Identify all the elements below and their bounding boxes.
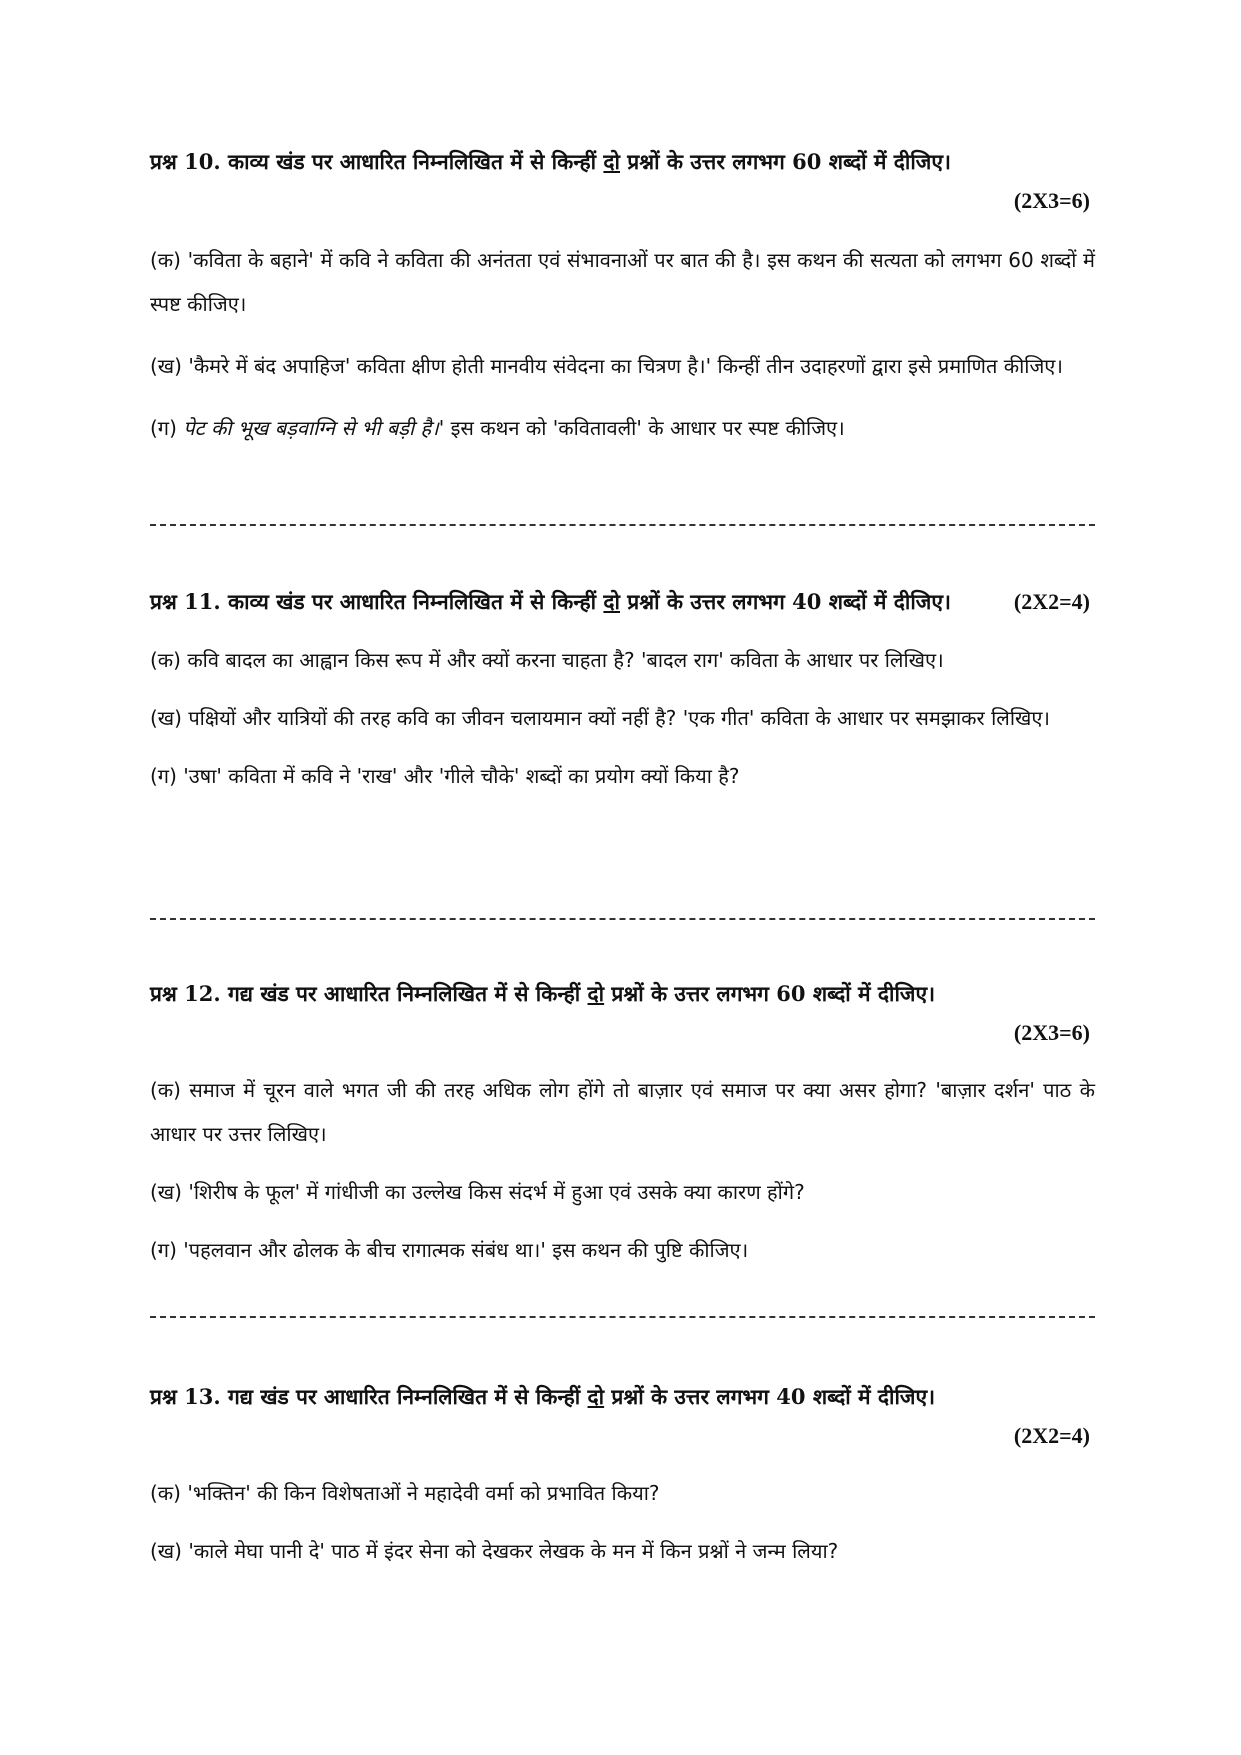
sub-question-kha: (ख) 'शिरीष के फूल' में गांधीजी का उल्लेख किस संदर्भ में हुआ एवं उसके क्या कारण होंगे? <box>150 1180 805 1204</box>
sub-question-ga: (ग) पेट की भूख बड़वाग्नि से भी बड़ी है।' इस कथन को 'कवितावली' के आधार पर स्पष्ट कीजिए। <box>150 416 845 440</box>
underlined-word: दो <box>587 981 605 1006</box>
dashed-separator <box>150 918 1095 920</box>
sub-question-ga: (ग) 'पहलवान और ढोलक के बीच रागात्मक संबंध था।' इस कथन की पुष्टि कीजिए। <box>150 1238 749 1262</box>
sub-question-ka: (क) 'कविता के बहाने' में कवि ने कविता की अनंतता एवं संभावनाओं पर बात की है। इस कथन की सत्यता को लगभग 60 शब्दों में स्पष्ट कीजिए। <box>150 248 1095 316</box>
underlined-word: दो <box>603 589 620 614</box>
question-heading: प्रश्न 13. गद्य खंड पर आधारित निम्नलिखित में से किन्हीं दो प्रश्नों के उत्तर लगभग 40 शब्दों में दीजिए। <box>150 1384 936 1409</box>
sub-question-ka: (क) कवि बादल का आह्वान किस रूप में और क्यों करना चाहता है? 'बादल राग' कविता के आधार पर लिखिए। <box>150 648 944 672</box>
question-13 <box>150 1375 1095 1573</box>
dashed-separator <box>150 524 1095 526</box>
marks-label: (2X2=4) <box>1013 589 1090 614</box>
sub-question-ga: (ग) 'उषा' कविता में कवि ने 'राख' और 'गीले चौके' शब्दों का प्रयोग क्यों किया है? <box>150 764 740 788</box>
marks-label: (2X3=6) <box>1013 188 1090 213</box>
sub-question-kha: (ख) 'काले मेघा पानी दे' पाठ में इंदर सेना को देखकर लेखक के मन में किन प्रश्नों ने जन्म लिया? <box>150 1539 839 1563</box>
sub-question-ka: (क) 'भक्तिन' की किन विशेषताओं ने महादेवी वर्मा को प्रभावित किया? <box>150 1481 660 1505</box>
question-10 <box>150 140 1095 450</box>
marks-label: (2X3=6) <box>1013 1020 1090 1045</box>
question-paper-page <box>150 0 1095 1755</box>
dashed-separator <box>150 1316 1095 1318</box>
question-11 <box>150 580 1095 798</box>
underlined-word: दो <box>587 1384 605 1409</box>
question-heading: प्रश्न 12. गद्य खंड पर आधारित निम्नलिखित में से किन्हीं दो प्रश्नों के उत्तर लगभग 60 शब्दों में दीजिए। <box>150 981 936 1006</box>
sub-question-kha: (ख) पक्षियों और यात्रियों की तरह कवि का जीवन चलायमान क्यों नहीं है? 'एक गीत' कविता के आधार पर समझाकर लिखिए। <box>150 706 1051 730</box>
question-heading: प्रश्न 11. काव्य खंड पर आधारित निम्नलिखित में से किन्हीं दो प्रश्नों के उत्तर लगभग 40 शब्दों में दीजिए। (2X2=4) <box>150 580 1095 624</box>
marks-label: (2X2=4) <box>1013 1423 1090 1448</box>
question-heading: प्रश्न 10. काव्य खंड पर आधारित निम्नलिखित में से किन्हीं दो प्रश्नों के उत्तर लगभग 60 शब्दों में दीजिए। <box>150 149 951 174</box>
sub-question-ka: (क) समाज में चूरन वाले भगत जी की तरह अधिक लोग होंगे तो बाज़ार एवं समाज पर क्या असर होगा? 'बाज़ार दर्शन' पाठ के आधार पर उत्तर लिखिए। <box>150 1078 1095 1146</box>
question-12 <box>150 972 1095 1272</box>
underlined-word: दो <box>603 149 620 174</box>
sub-question-kha: (ख) 'कैमरे में बंद अपाहिज' कविता क्षीण होती मानवीय संवेदना का चित्रण है।' किन्हीं तीन उदाहरणों द्वारा इसे प्रमाणित कीजिए। <box>150 354 1063 378</box>
